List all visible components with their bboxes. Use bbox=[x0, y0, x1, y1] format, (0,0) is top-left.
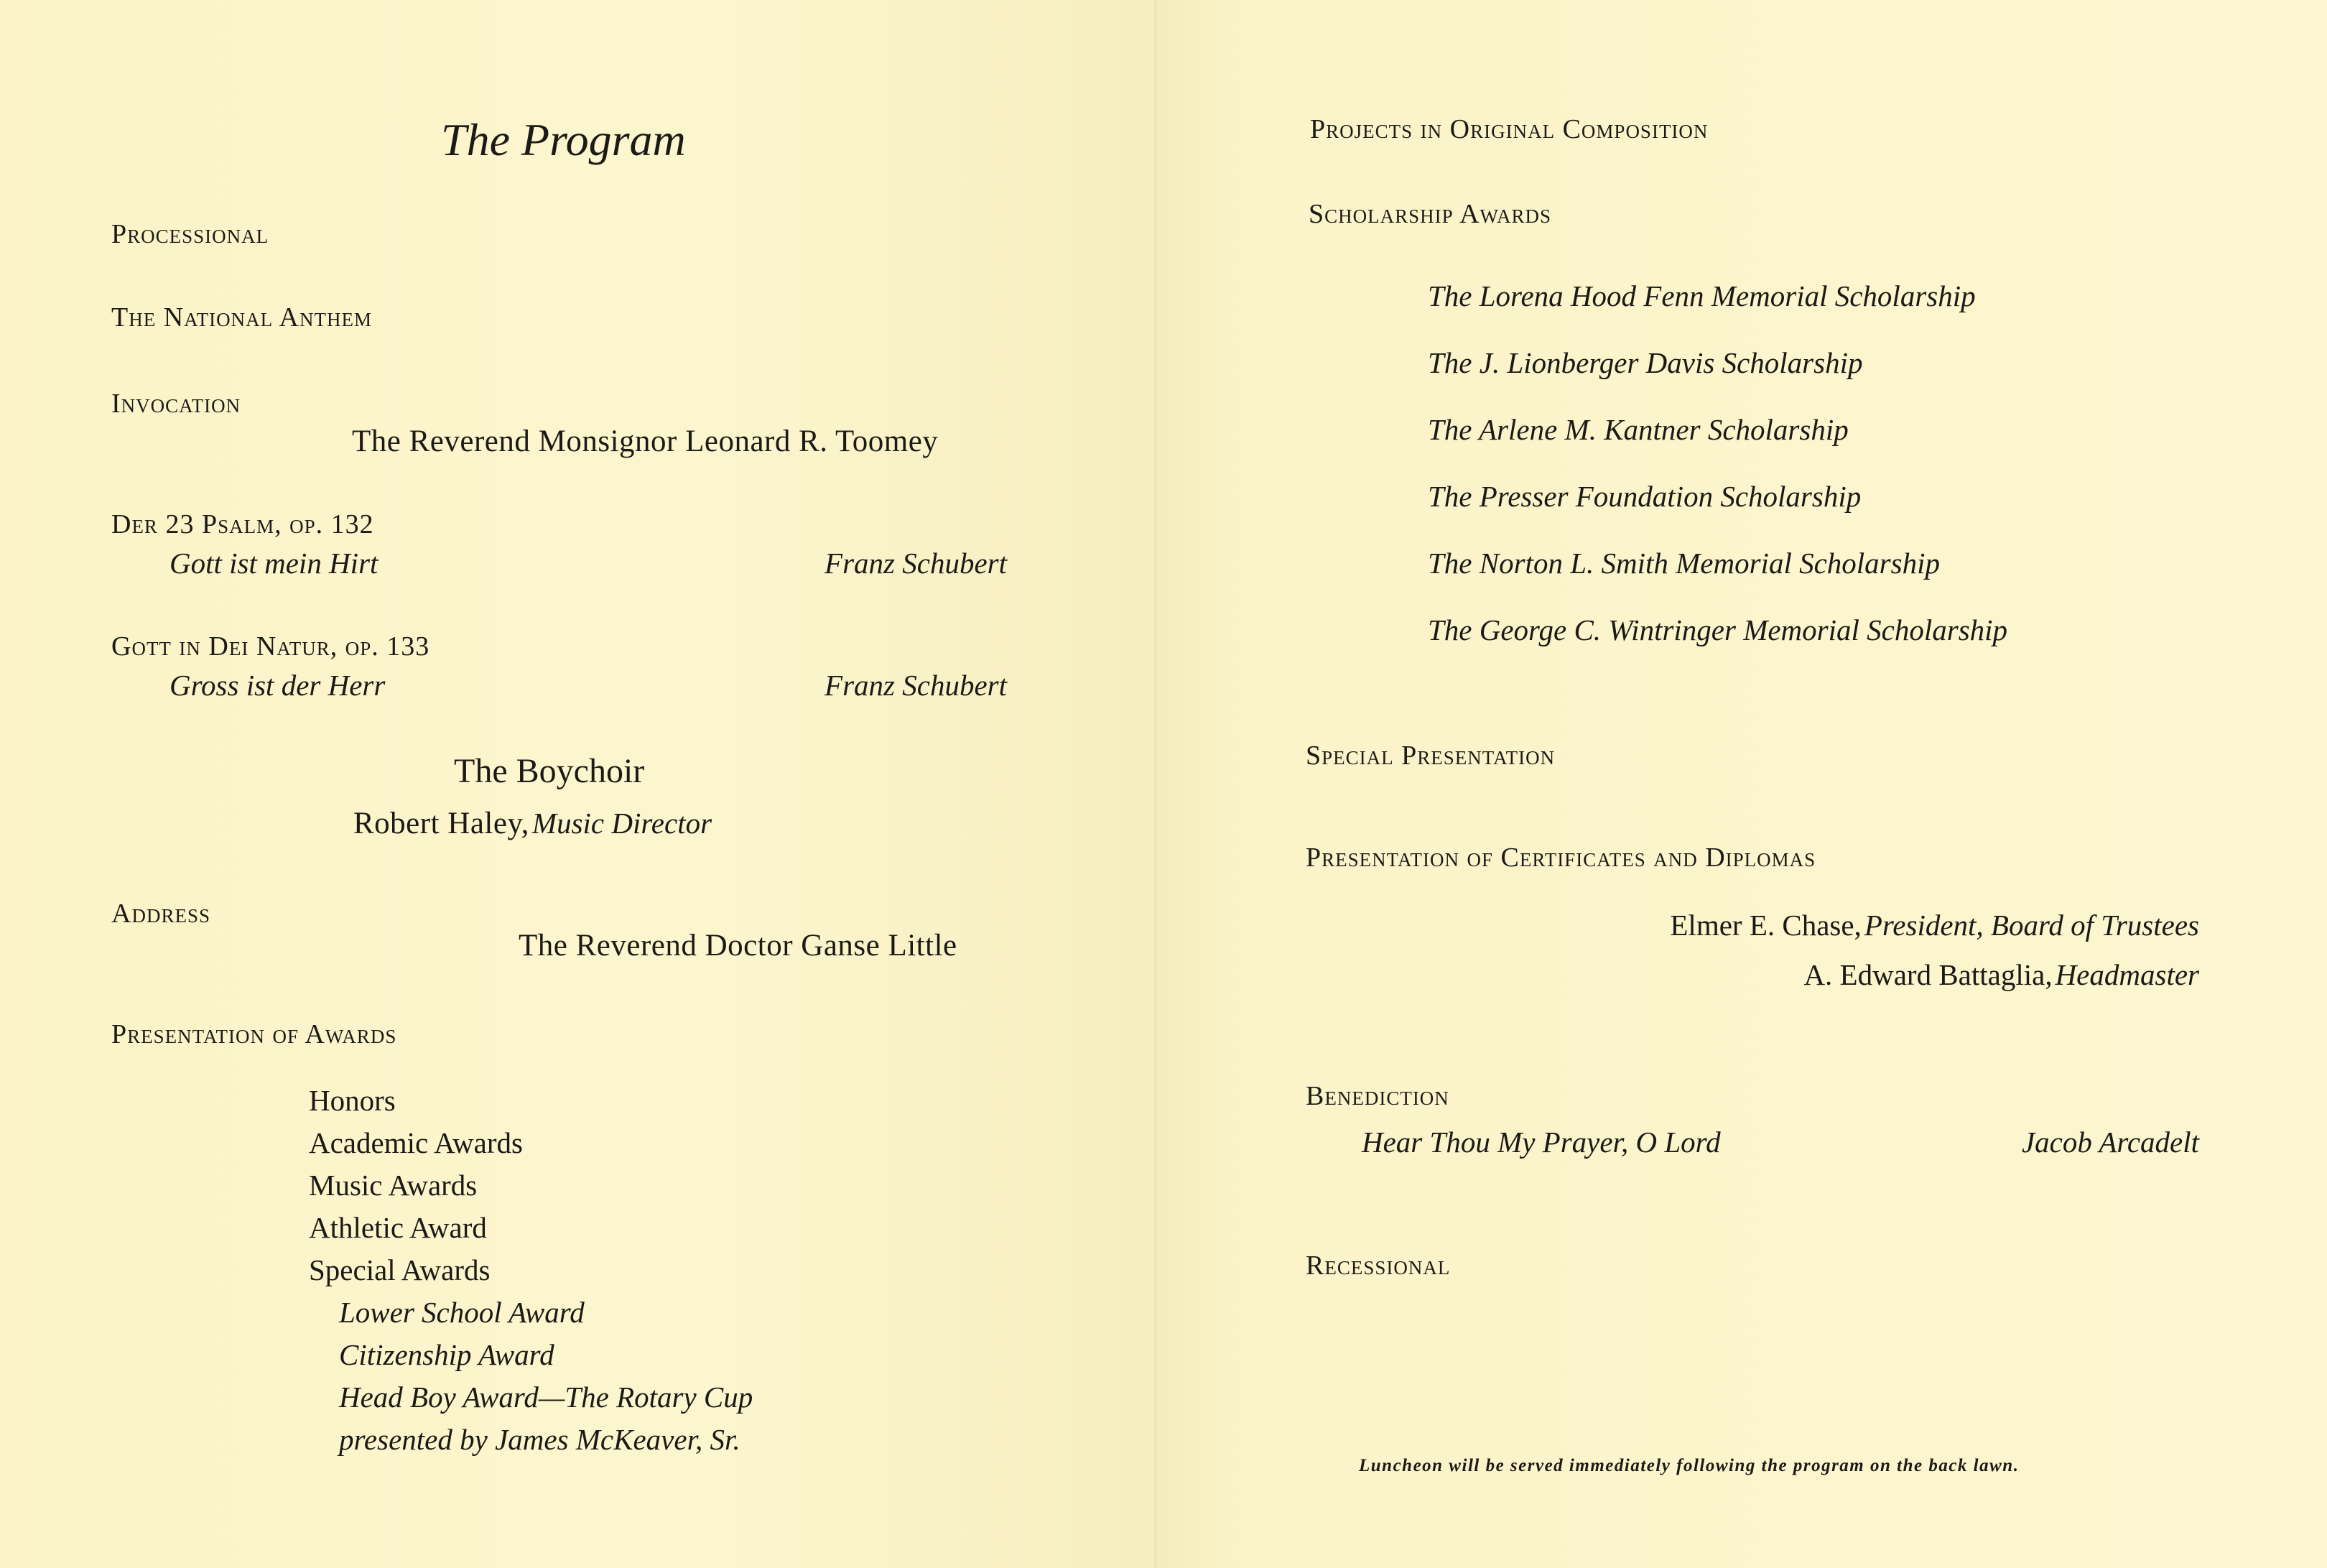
person1-name: Elmer E. Chase, bbox=[1670, 909, 1862, 942]
award-item-athletic: Athletic Award bbox=[309, 1211, 487, 1244]
scholarship-item: The Norton L. Smith Memorial Scholarship bbox=[1428, 547, 1940, 580]
invocation-speaker: The Reverend Monsignor Leonard R. Toomey bbox=[352, 425, 939, 458]
benediction-heading: Benediction bbox=[1306, 1081, 1449, 1111]
left-page bbox=[0, 0, 1156, 1568]
scholarship-heading: Scholarship Awards bbox=[1309, 199, 1552, 229]
luncheon-note: Luncheon will be served immediately following the program on the back lawn. bbox=[1359, 1456, 2020, 1475]
awards-heading: Presentation of Awards bbox=[111, 1019, 397, 1049]
scholarship-item: The George C. Wintringer Memorial Scholarship bbox=[1428, 613, 2008, 646]
psalm-composer: Franz Schubert bbox=[825, 547, 1007, 580]
certificates-person-2 bbox=[1587, 957, 2199, 992]
projects-heading: Projects in Original Composition bbox=[1310, 114, 1709, 144]
award-item-special: Special Awards bbox=[309, 1253, 491, 1286]
address-heading: Address bbox=[111, 899, 210, 929]
address-speaker: The Reverend Doctor Ganse Little bbox=[519, 929, 957, 962]
gott-heading: Gott in Dei Natur, op. 133 bbox=[111, 631, 430, 662]
special-award-presenter: presented by James McKeaver, Sr. bbox=[339, 1423, 740, 1456]
psalm-subtitle: Gott ist mein Hirt bbox=[169, 547, 378, 580]
psalm-heading: Der 23 Psalm, op. 132 bbox=[111, 509, 374, 539]
benediction-piece: Hear Thou My Prayer, O Lord bbox=[1362, 1126, 1721, 1159]
benediction-composer: Jacob Arcadelt bbox=[2021, 1126, 2199, 1159]
person2-name: A. Edward Battaglia, bbox=[1803, 958, 2053, 991]
certificates-heading: Presentation of Certificates and Diplomas bbox=[1306, 843, 1816, 873]
special-award-citizenship: Citizenship Award bbox=[339, 1338, 554, 1371]
recessional-heading: Recessional bbox=[1306, 1251, 1451, 1281]
award-item-academic: Academic Awards bbox=[309, 1126, 523, 1159]
special-award-lower-school: Lower School Award bbox=[339, 1296, 585, 1329]
person2-title: Headmaster bbox=[2055, 958, 2199, 991]
person1-title: President, Board of Trustees bbox=[1864, 909, 2199, 942]
scholarship-item: The Arlene M. Kantner Scholarship bbox=[1428, 413, 1849, 446]
gott-subtitle: Gross ist der Herr bbox=[169, 669, 386, 702]
scholarship-item: The J. Lionberger Davis Scholarship bbox=[1428, 346, 1863, 379]
award-item-honors: Honors bbox=[309, 1084, 396, 1117]
scholarship-item: The Lorena Hood Fenn Memorial Scholarship bbox=[1428, 279, 1976, 312]
boychoir-director bbox=[353, 806, 712, 841]
special-presentation-heading: Special Presentation bbox=[1306, 741, 1556, 771]
processional-heading: Processional bbox=[111, 219, 269, 249]
special-award-head-boy: Head Boy Award—The Rotary Cup bbox=[339, 1381, 753, 1414]
right-page bbox=[1156, 0, 2327, 1568]
award-item-music: Music Awards bbox=[309, 1169, 478, 1202]
boychoir-name: The Boychoir bbox=[454, 752, 645, 790]
certificates-person-1 bbox=[1587, 908, 2199, 942]
scholarship-item: The Presser Foundation Scholarship bbox=[1428, 480, 1862, 513]
page-title: The Program bbox=[441, 114, 686, 165]
director-title: Music Director bbox=[531, 807, 712, 840]
national-anthem-heading: The National Anthem bbox=[111, 302, 372, 333]
gott-composer: Franz Schubert bbox=[825, 669, 1007, 702]
invocation-heading: Invocation bbox=[111, 389, 241, 419]
director-name: Robert Haley, bbox=[353, 807, 529, 840]
